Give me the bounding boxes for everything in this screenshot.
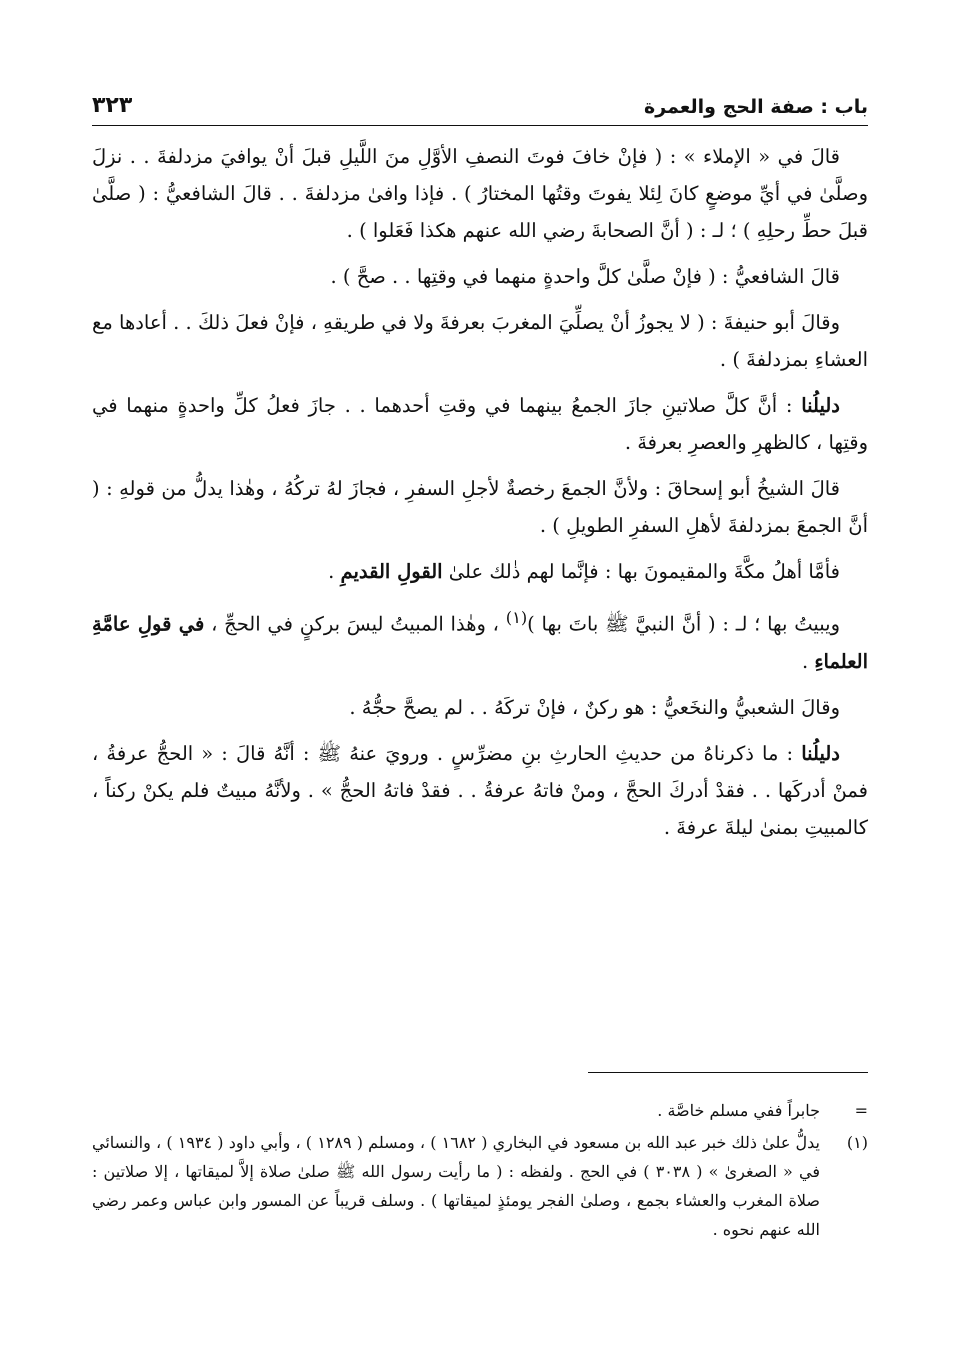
- footnote-mark: =: [854, 1101, 868, 1120]
- paragraph-makkah: [92, 553, 868, 590]
- footnote-ref: (١): [505, 608, 528, 627]
- footnote-1: [92, 1128, 868, 1244]
- footnote-divider: [588, 1072, 868, 1073]
- mabit-bold: في قولِ عامَّةِ العلماءِ: [92, 612, 868, 673]
- paragraph-imla: قالَ في « الإملاء » : ( فإنْ خافَ فوتَ النصفِ الأوَّلِ منَ اللَّيلِ قبلَ أنْ يوافيَ مزدلفةَ . . نزلَ وصلَّىٰ في أيِّ موضعٍ كانَ لِئلا يفوتَ وقتُها المختارُ ) . فإذا وافىٰ مزدلفةَ . . قالَ الشافعيُّ : ( صلَّىٰ قبلَ حطِّ رحلِهِ ) ؛ لـ : ( أنَّ الصحابةَ رضي الله عنهم هكذا فَعَلوا ) .: [92, 145, 868, 242]
- mabit-mid: ، وهٰذا المبيتُ ليسَ بركنٍ في الحجِّ ،: [204, 612, 506, 636]
- page-number: ٣٢٣: [92, 93, 133, 118]
- makkah-bold: القولِ القديمِ: [340, 560, 443, 583]
- mabit-text: ويبيتُ بها ؛ لـ : ( أنَّ النبيَّ ﷺ باتَ بها ): [527, 612, 840, 636]
- paragraph-shafii: قالَ الشافعيُّ : ( فإنْ صلَّىٰ كلَّ واحدةٍ منهما في وقتِها . . صحَّ ) .: [330, 265, 840, 288]
- header-divider: [92, 125, 868, 126]
- footnote-text: يدلُّ علىٰ ذلك خبر عبد الله بن مسعود في البخاري ( ١٦٨٢ ) ، ومسلم ( ١٢٨٩ ) ، وأبي داود ( ١٩٣٤ ) ، والنسائي في « الصغرىٰ » ( ٣٠٣٨ ) في الحج . ولفظه : ( ما رأيت رسول الله ﷺ صلىٰ صلاة إلاَّ لميقاتها ، إلا صلاتين : صلاة المغرب والعشاء بجمع ، وصلىٰ الفجر يومئذٍ لميقاتها ) . وسلف قريباً عن المسور وابن عباس وعمر رضي الله عنهم نحوه .: [92, 1133, 821, 1239]
- footnote-continuation: [92, 1096, 868, 1125]
- paragraph-abu-hanifa: وقالَ أبو حنيفةَ : ( لا يجوزُ أنْ يصلِّيَ المغربَ بعرفةَ ولا في طريقهِ ، فإنْ فعلَ ذلكَ . . أعادها مع العشاءِ بمزدلفةَ ) .: [92, 311, 868, 371]
- evidence-text: : أنَّ كلَّ صلاتينِ جازَ الجمعُ بينهما في وقتِ أحدهما . . جازَ فعلُ كلِّ واحدةٍ منهما في وقتِها ، كالظهرِ والعصرِ بعرفةَ .: [92, 394, 868, 454]
- paragraph-evidence-2: [92, 735, 868, 846]
- footnote-text: جابراً ففي مسلم خاصَّة .: [657, 1101, 820, 1120]
- chapter-title: باب : صفة الحج والعمرة: [644, 96, 868, 118]
- paragraph-abu-ishaq: قالَ الشيخُ أبو إسحاقَ : ولأنَّ الجمعَ رخصةٌ لأجلِ السفرِ ، فجازَ لهُ تركُهُ ، وهٰذا يدلُّ من قولهِ : ( أنَّ الجمعَ بمزدلفةَ لأهلِ السفرِ الطويلِ ) .: [92, 477, 868, 537]
- footnote-mark: (١): [846, 1133, 868, 1152]
- evidence2-lead: دليلُنا: [801, 741, 840, 765]
- paragraph-shabi: وقالَ الشعبيُّ والنخَعيُّ : هو ركنٌ ، فإنْ تركَهُ . . لم يصحَّ حجُّهُ .: [349, 695, 840, 719]
- main-text: [92, 138, 868, 855]
- paragraph-mabit: [92, 599, 868, 680]
- evidence-lead: دليلُنا: [801, 394, 840, 417]
- footnotes: [92, 1096, 868, 1247]
- mabit-end: .: [801, 649, 815, 673]
- paragraph-evidence-1: [92, 387, 868, 461]
- makkah-text: فأمَّا أهلُ مكَّةَ والمقيمونَ بها : فإنَّما لهم ذٰلك علىٰ: [442, 560, 840, 583]
- running-header: [92, 84, 868, 118]
- makkah-end: .: [328, 560, 341, 583]
- evidence2-text: : ما ذكرناهُ من حديثِ الحارثِ بنِ مضرِّسٍ . ورويَ عنهُ ﷺ : أنَّهُ قالَ : « الحجُّ عرفةُ ، فمنْ أدركَها . . فقدْ أدركَ الحجَّ ، ومنْ فاتهُ عرفةُ . . فقدْ فاتهُ الحجُّ » . ولأنَّهُ مبيتٌ فلم يكنْ ركناً ، كالمبيتِ بمنىٰ ليلةَ عرفةَ .: [92, 741, 868, 839]
